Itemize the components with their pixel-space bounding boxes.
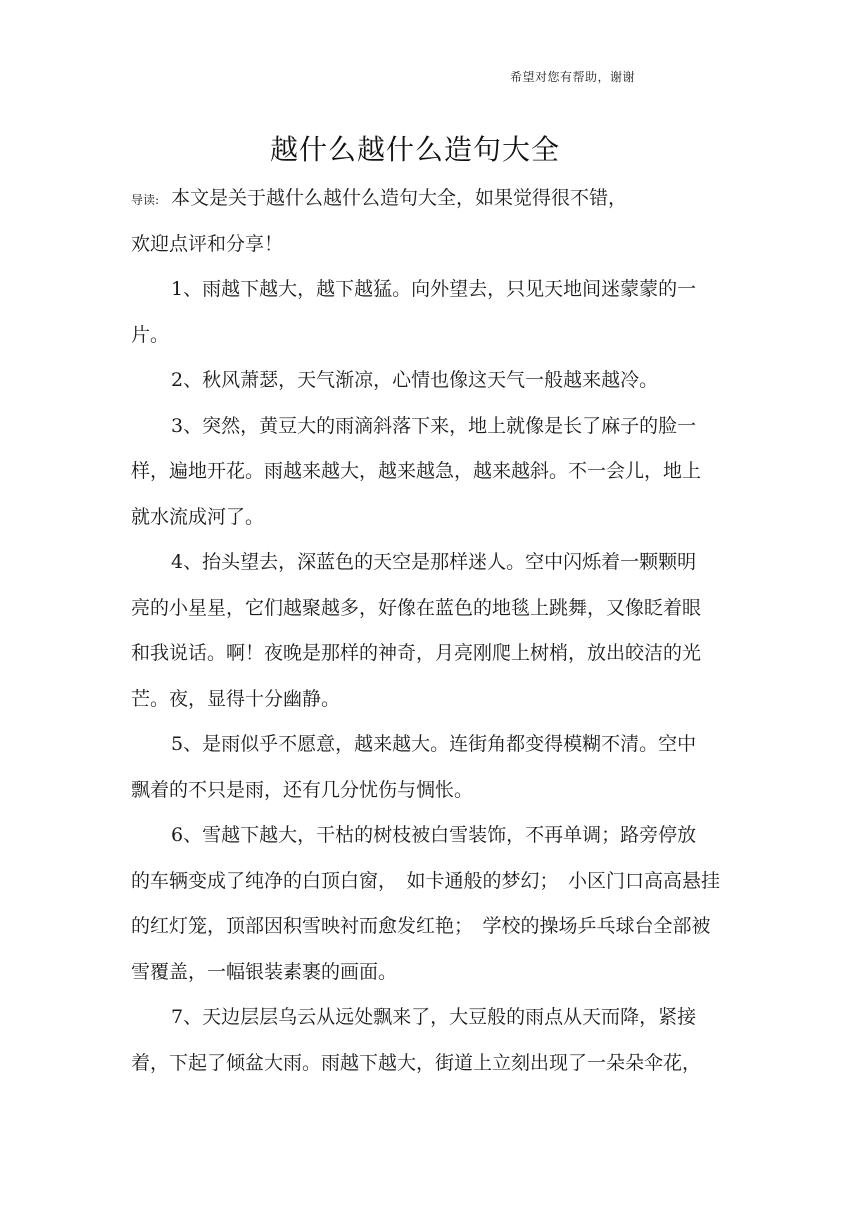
intro-label: 导读:	[131, 193, 160, 207]
paragraph-line: 3、突然，黄豆大的雨滴斜落下来，地上就像是长了麻子的脸一	[171, 414, 697, 437]
paragraph-line: 4、抬头望去，深蓝色的天空是那样迷人。空中闪烁着一颗颗明	[171, 551, 697, 573]
paragraph-line: 2、秋风萧瑟，天气渐凉，心情也像这天气一般越来越冷。	[171, 369, 659, 391]
paragraph-line: 片。	[131, 323, 170, 346]
paragraph-line: 着，下起了倾盆大雨。雨越下越大，街道上立刻出现了一朵朵伞花，	[131, 1051, 702, 1074]
paragraph-line: 亮的小星星，它们越聚越多，好像在蓝色的地毯上跳舞，又像眨着眼	[131, 596, 702, 619]
paragraph-line: 的车辆变成了纯净的白顶白窗， 如卡通般的梦幻； 小区门口高高悬挂	[131, 869, 721, 892]
document-body	[131, 176, 721, 1086]
header-note: 希望对您有帮助，谢谢	[510, 70, 636, 84]
intro-line: 欢迎点评和分享！	[131, 232, 284, 255]
paragraph-line: 芒。夜，显得十分幽静。	[131, 687, 341, 710]
paragraph-line: 飘着的不只是雨，还有几分忧伤与惆怅。	[131, 778, 474, 801]
paragraph-line: 和我说话。啊！夜晚是那样的神奇，月亮刚爬上树梢，放出皎洁的光	[131, 642, 702, 664]
paragraph-line: 就水流成河了。	[131, 505, 265, 528]
intro-line	[131, 176, 716, 222]
paragraph-line: 7、天边层层乌云从远处飘来了，大豆般的雨点从天而降，紧接	[171, 1006, 697, 1028]
paragraph-line: 6、雪越下越大，干枯的树枝被白雪装饰，不再单调；路旁停放	[171, 824, 697, 846]
paragraph-line: 雪覆盖，一幅银装素裹的画面。	[131, 960, 398, 983]
paragraph-line: 的红灯笼，顶部因积雪映衬而愈发红艳； 学校的操场乒乓球台全部被	[131, 915, 711, 937]
paragraph-line: 样，遍地开花。雨越来越大，越来越急，越来越斜。不一会儿，地上	[131, 460, 702, 482]
paragraph-line: 1、雨越下越大，越下越猛。向外望去，只见天地间迷蒙蒙的一	[171, 278, 697, 300]
paragraph-line: 5、是雨似乎不愿意，越来越大。连街角都变得模糊不清。空中	[171, 733, 697, 755]
page-title: 越什么越什么造句大全	[269, 133, 560, 166]
intro-text: 本文是关于越什么越什么造句大全，如果觉得很不错，	[171, 187, 628, 209]
